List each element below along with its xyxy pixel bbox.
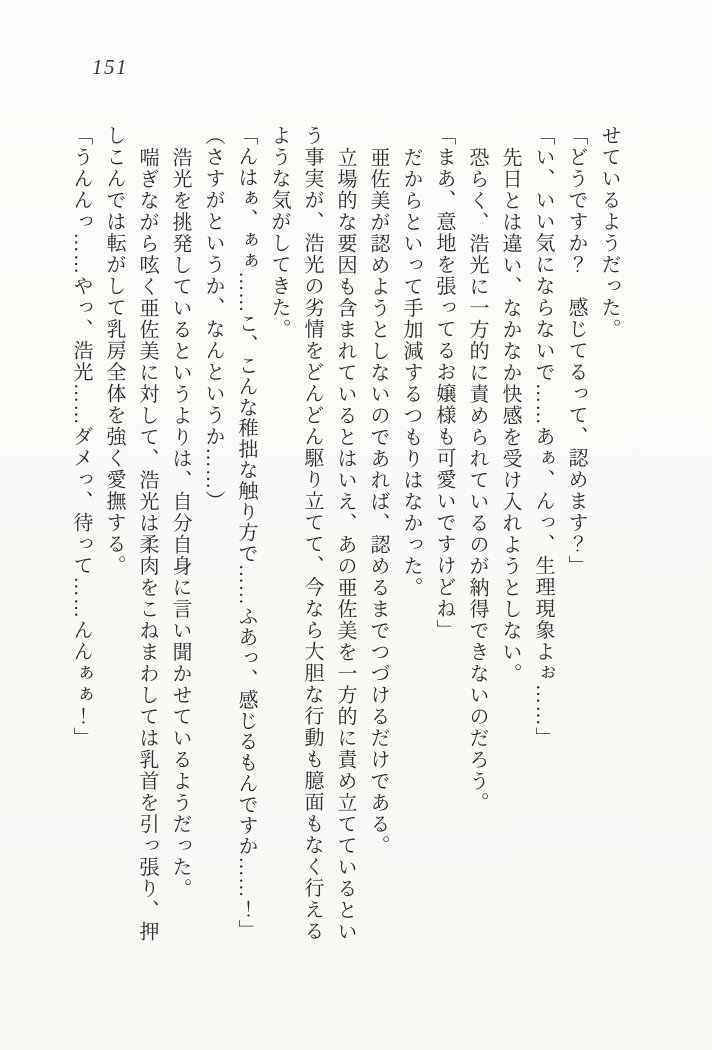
thought-line: （さすがというか、なんというか……） bbox=[202, 125, 224, 512]
narration-line: だからといって手加減するつもりはなかった。 bbox=[400, 146, 422, 598]
dialogue-line: 「い、いい気にならないで……あぁ、んっ、生理現象よぉ……」 bbox=[532, 125, 554, 749]
dialogue-line: 「うんんっ……やっ、浩光……ダメっ、待って……んんぁぁ！」 bbox=[70, 125, 92, 749]
dialogue-line: 「どうですか？ 感じてるって、認めます？」 bbox=[565, 125, 587, 577]
narration-line: 先日とは違い、なかなか快感を受け入れようとしない。 bbox=[499, 146, 521, 684]
page-number: 151 bbox=[92, 55, 128, 79]
text-block bbox=[64, 125, 625, 945]
narration-line: せているようだった。 bbox=[598, 125, 620, 340]
narration-line: 恐らく、浩光に一方的に責められているのが納得できないのだろう。 bbox=[466, 146, 488, 813]
dialogue-line: 「んはぁ、ぁぁ……こ、こんな稚拙な触り方で……ふあっ、感じるもんですか……！」 bbox=[235, 125, 257, 941]
narration-line: 立場的な要因も含まれているとはいえ、あの亜佐美を一方的に責め立てているという事実が、浩光の劣情をどんどん駆り立てて、今なら大胆な行動も臆面もなく行えるような気がしてきた。 bbox=[268, 125, 356, 942]
narration-line: 浩光を挑発しているというよりは、自分自身に言い聞かせているようだった。 bbox=[169, 146, 191, 899]
narration-line: 喘ぎながら呟く亜佐美に対して、浩光は柔肉をこねまわしては乳首を引っ張り、押しこんでは転がして乳房全体を強く愛撫する。 bbox=[103, 125, 158, 942]
narration-line: 亜佐美が認めようとしないのであれば、認めるまでつづけるだけである。 bbox=[367, 146, 389, 856]
dialogue-line: 「まあ、意地を張ってるお嬢様も可愛いですけどね」 bbox=[433, 125, 455, 641]
